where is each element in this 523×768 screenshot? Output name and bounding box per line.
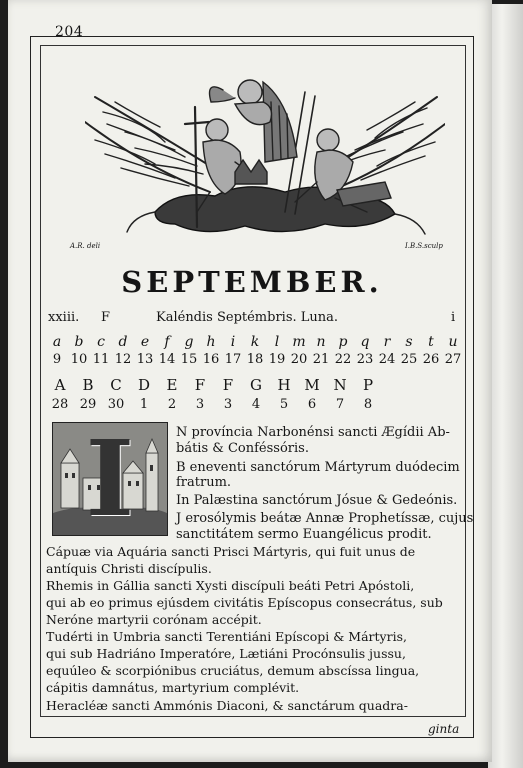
calendar-cell: 29: [79, 397, 97, 412]
calendar-cell: 30: [107, 397, 125, 412]
calendar-cell: 11: [92, 352, 110, 367]
calendar-cell: g: [184, 334, 194, 350]
calendar-cell: r: [383, 334, 391, 350]
calendar-cell: h: [206, 334, 216, 350]
calendar-cell: n: [316, 334, 326, 350]
calendar-cell: e: [140, 334, 150, 350]
cherubs-engraving: [85, 62, 445, 240]
engraving-signature-right: I.B.S.sculp: [405, 242, 443, 250]
calendar-cell: d: [118, 334, 128, 350]
calendar-cell: F: [222, 376, 234, 394]
text-line: B eneventi sanctórum Mártyrum duódecim: [176, 460, 460, 475]
uppercase-number-row: [46, 395, 466, 415]
header-moon-number: i: [451, 310, 456, 325]
calendar-cell: 2: [167, 397, 177, 412]
calendar-cell: 3: [195, 397, 205, 412]
text-line: bátis & Conféssóris.: [176, 441, 309, 456]
text-line: qui sub Hadriáno Imperatóre, Lætiáni Procónsulis jussu,: [46, 646, 406, 661]
adjacent-page-edge: [488, 4, 523, 768]
calendar-cell: 1: [139, 397, 149, 412]
decorated-initial: [52, 417, 168, 540]
calendar-cell: 27: [444, 352, 462, 367]
calendar-cell: k: [250, 334, 260, 350]
calendar-cell: A: [54, 376, 66, 394]
calendar-cell: G: [250, 376, 262, 394]
calendar-cell: p: [338, 334, 348, 350]
calendar-cell: 6: [307, 397, 317, 412]
text-line: Neróne martyrii corónam accépit.: [46, 612, 262, 627]
calendar-cell: c: [97, 334, 105, 350]
calendar-cell: u: [448, 334, 458, 350]
calendar-cell: 17: [224, 352, 242, 367]
calendar-cell: q: [360, 334, 370, 350]
text-line: antíquis Christi discípulis.: [46, 561, 212, 576]
text-line: cápitis damnátus, martyrium complévit.: [46, 680, 300, 695]
text-line: Rhemis in Gállia sancti Xysti discípuli beáti Petri Apóstoli,: [46, 578, 415, 593]
text-line: fratrum.: [176, 475, 232, 490]
uppercase-letter-row: [46, 375, 466, 395]
calendar-cell: C: [110, 376, 122, 394]
header-dominical-letter: F: [101, 310, 111, 325]
calendar-cell: s: [405, 334, 413, 350]
calendar-cell: 23: [356, 352, 374, 367]
calendar-cell: f: [164, 334, 170, 350]
calendar-cell: 9: [52, 352, 62, 367]
calendar-cell: 4: [251, 397, 261, 412]
calendar-cell: 14: [158, 352, 176, 367]
calendar-cell: 8: [363, 397, 373, 412]
calendar-cell: 16: [202, 352, 220, 367]
calendar-cell: m: [292, 334, 306, 350]
calendar-cell: 13: [136, 352, 154, 367]
calendar-cell: l: [274, 334, 280, 350]
calendar-cell: E: [166, 376, 178, 394]
calendar-cell: 25: [400, 352, 418, 367]
calendar-cell: 15: [180, 352, 198, 367]
text-line: qui ab eo primus ejúsdem civitátis Epíscopus consecrátus, sub: [46, 595, 443, 610]
calendar-cell: M: [304, 376, 320, 394]
calendar-cell: H: [277, 376, 291, 394]
month-title: SEPTEMBER.: [121, 265, 383, 299]
text-line: sanctitátem sermo Euangélicus prodit.: [176, 527, 432, 542]
text-line: J erosólymis beátæ Annæ Prophetíssæ, cujus: [176, 511, 474, 526]
calendar-cell: B: [82, 376, 94, 394]
lowercase-number-row: [46, 350, 466, 370]
text-line: Tudérti in Umbria sancti Terentiáni Epíscopi & Mártyris,: [46, 629, 407, 644]
page-number: 204: [55, 24, 84, 40]
calendar-cell: 7: [335, 397, 345, 412]
calendar-cell: 3: [223, 397, 233, 412]
calendar-cell: 18: [246, 352, 264, 367]
engraving-signature-left: A.R. deli: [70, 242, 101, 250]
calendar-cell: P: [362, 376, 374, 394]
catchword: ginta: [428, 722, 460, 736]
calendar-cell: 21: [312, 352, 330, 367]
calendar-cell: t: [428, 334, 434, 350]
text-line: equúleo & scorpiónibus cruciátus, demum abscíssa lingua,: [46, 663, 420, 678]
calendar-cell: N: [333, 376, 347, 394]
calendar-cell: i: [230, 334, 236, 350]
text-line: In Palæstina sanctórum Jósue & Gedeónis.: [176, 493, 458, 508]
calendar-cell: 28: [51, 397, 69, 412]
calendar-cell: 26: [422, 352, 440, 367]
initial-letter: I: [85, 417, 135, 540]
text-line: Heracléæ sancti Ammónis Diaconi, & sanctárum quadra-: [46, 698, 408, 713]
calendar-cell: 22: [334, 352, 352, 367]
calendar-cell: 20: [290, 352, 308, 367]
calendar-cell: b: [74, 334, 84, 350]
lowercase-letter-row: [46, 332, 466, 352]
text-line: N província Narbonénsi sancti Ægídii Ab-: [176, 425, 450, 440]
calendar-cell: F: [194, 376, 206, 394]
header-feast-text: Kaléndis Septémbris. Luna.: [156, 310, 339, 325]
text-line: Cápuæ via Aquária sancti Prisci Mártyris, qui fuit unus de: [46, 544, 416, 559]
calendar-cell: 24: [378, 352, 396, 367]
header-day-number: xxiii.: [48, 310, 80, 325]
calendar-cell: D: [137, 376, 151, 394]
calendar-cell: 19: [268, 352, 286, 367]
calendar-cell: a: [52, 334, 62, 350]
calendar-cell: 10: [70, 352, 88, 367]
calendar-header-row: [46, 310, 466, 330]
calendar-cell: 5: [279, 397, 289, 412]
calendar-cell: 12: [114, 352, 132, 367]
